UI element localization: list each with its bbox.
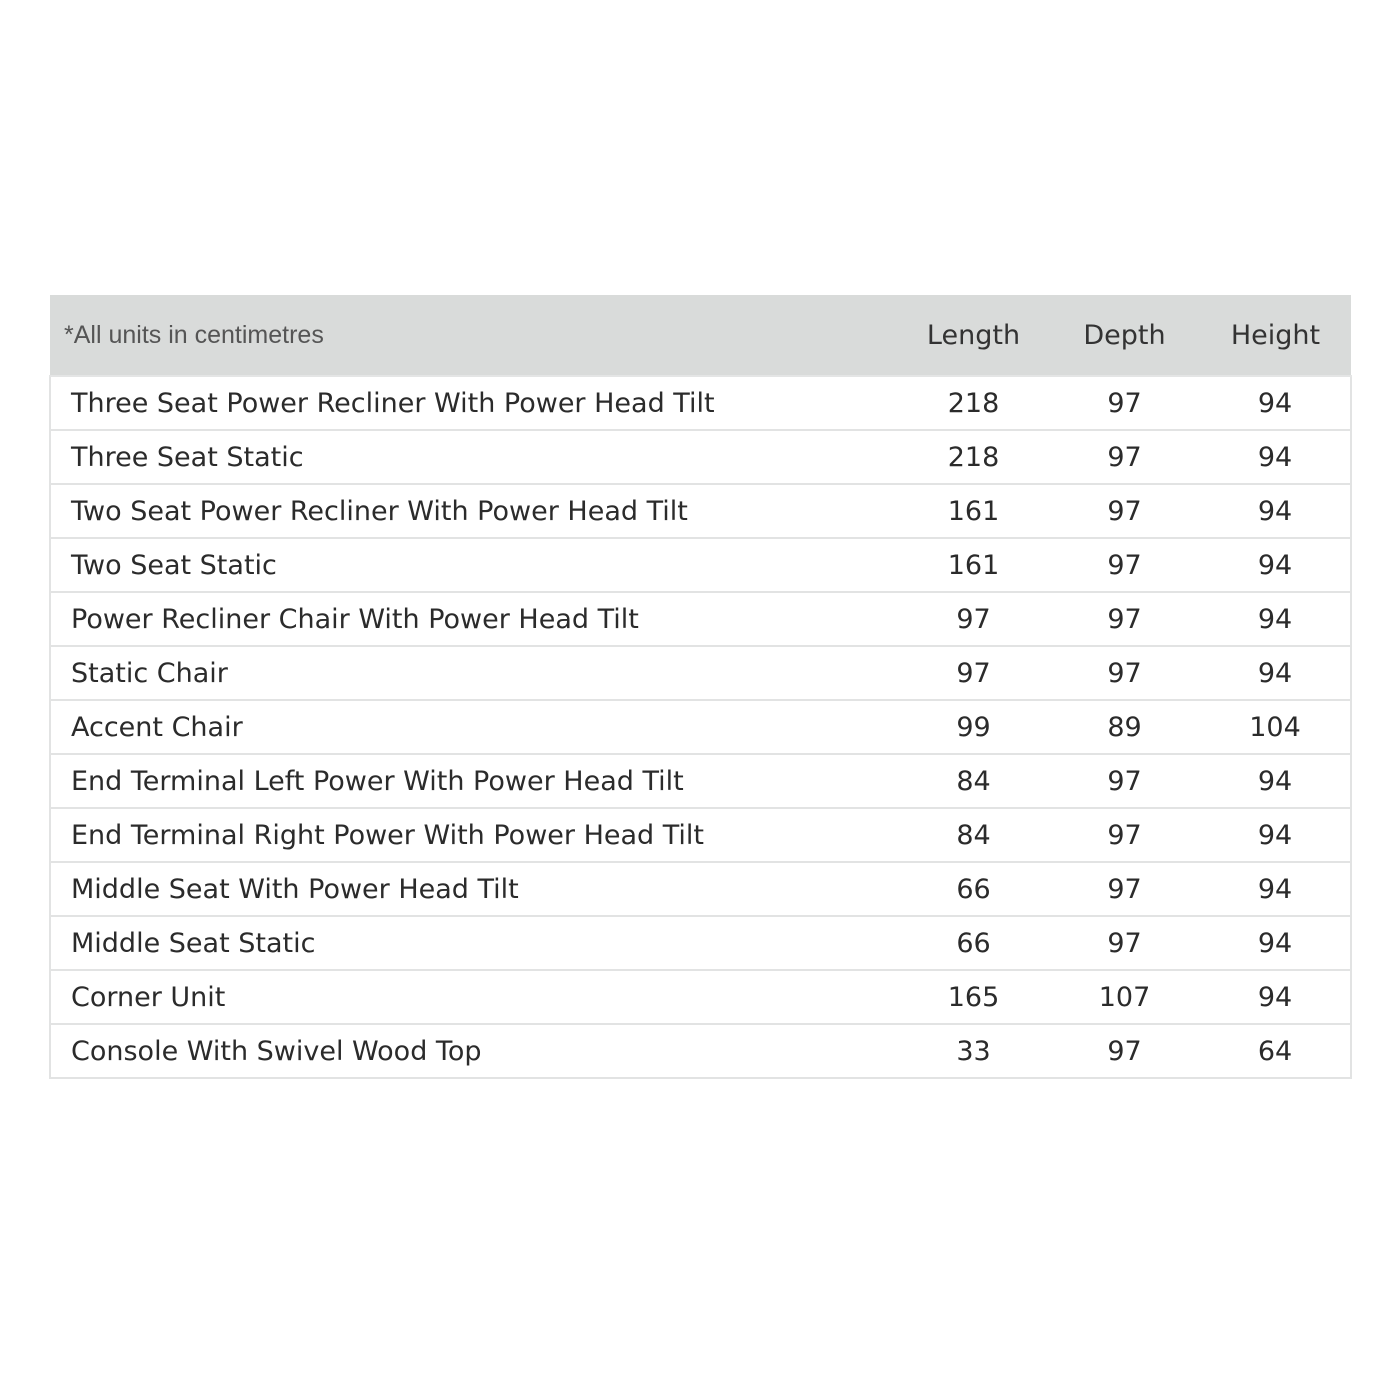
- table-row: [50, 538, 1351, 592]
- depth-cell: 97: [1049, 754, 1200, 808]
- length-cell: 97: [898, 592, 1049, 646]
- depth-cell: 89: [1049, 700, 1200, 754]
- length-cell: 99: [898, 700, 1049, 754]
- depth-cell: 97: [1049, 808, 1200, 862]
- length-cell: 66: [898, 916, 1049, 970]
- height-cell: 64: [1200, 1024, 1351, 1078]
- product-name: Three Seat Power Recliner With Power Head Tilt: [50, 376, 898, 430]
- table-row: [50, 754, 1351, 808]
- height-cell: 94: [1200, 970, 1351, 1024]
- table-row: [50, 916, 1351, 970]
- product-name: Power Recliner Chair With Power Head Tilt: [50, 592, 898, 646]
- depth-cell: 107: [1049, 970, 1200, 1024]
- height-cell: 94: [1200, 484, 1351, 538]
- product-name: Two Seat Static: [50, 538, 898, 592]
- table-body: [50, 376, 1351, 1078]
- depth-cell: 97: [1049, 862, 1200, 916]
- length-cell: 161: [898, 484, 1049, 538]
- depth-cell: 97: [1049, 1024, 1200, 1078]
- depth-cell: 97: [1049, 430, 1200, 484]
- height-cell: 104: [1200, 700, 1351, 754]
- length-cell: 66: [898, 862, 1049, 916]
- product-name: Two Seat Power Recliner With Power Head Tilt: [50, 484, 898, 538]
- table-row: [50, 808, 1351, 862]
- table-row: [50, 700, 1351, 754]
- height-cell: 94: [1200, 646, 1351, 700]
- depth-cell: 97: [1049, 484, 1200, 538]
- product-name: Console With Swivel Wood Top: [50, 1024, 898, 1078]
- height-cell: 94: [1200, 376, 1351, 430]
- product-name: Static Chair: [50, 646, 898, 700]
- header-depth: Depth: [1049, 295, 1200, 376]
- length-cell: 218: [898, 376, 1049, 430]
- height-cell: 94: [1200, 538, 1351, 592]
- height-cell: 94: [1200, 808, 1351, 862]
- product-name: Middle Seat With Power Head Tilt: [50, 862, 898, 916]
- depth-cell: 97: [1049, 646, 1200, 700]
- height-cell: 94: [1200, 430, 1351, 484]
- height-cell: 94: [1200, 754, 1351, 808]
- table-row: [50, 646, 1351, 700]
- table-row: [50, 592, 1351, 646]
- height-cell: 94: [1200, 916, 1351, 970]
- depth-cell: 97: [1049, 376, 1200, 430]
- product-name: Accent Chair: [50, 700, 898, 754]
- length-cell: 33: [898, 1024, 1049, 1078]
- table-row: [50, 1024, 1351, 1078]
- product-name: End Terminal Right Power With Power Head Tilt: [50, 808, 898, 862]
- header-row: [50, 295, 1351, 376]
- table-header: [50, 295, 1351, 376]
- table-row: [50, 376, 1351, 430]
- table-row: [50, 484, 1351, 538]
- length-cell: 161: [898, 538, 1049, 592]
- length-cell: 97: [898, 646, 1049, 700]
- depth-cell: 97: [1049, 592, 1200, 646]
- header-length: Length: [898, 295, 1049, 376]
- table-row: [50, 430, 1351, 484]
- product-name: Middle Seat Static: [50, 916, 898, 970]
- length-cell: 165: [898, 970, 1049, 1024]
- product-name: Corner Unit: [50, 970, 898, 1024]
- depth-cell: 97: [1049, 916, 1200, 970]
- depth-cell: 97: [1049, 538, 1200, 592]
- table-row: [50, 862, 1351, 916]
- table-row: [50, 970, 1351, 1024]
- product-name: End Terminal Left Power With Power Head Tilt: [50, 754, 898, 808]
- product-name: Three Seat Static: [50, 430, 898, 484]
- height-cell: 94: [1200, 862, 1351, 916]
- length-cell: 218: [898, 430, 1049, 484]
- header-height: Height: [1200, 295, 1351, 376]
- length-cell: 84: [898, 754, 1049, 808]
- dimensions-table: [49, 295, 1352, 1079]
- length-cell: 84: [898, 808, 1049, 862]
- height-cell: 94: [1200, 592, 1351, 646]
- units-note: *All units in centimetres: [50, 295, 898, 376]
